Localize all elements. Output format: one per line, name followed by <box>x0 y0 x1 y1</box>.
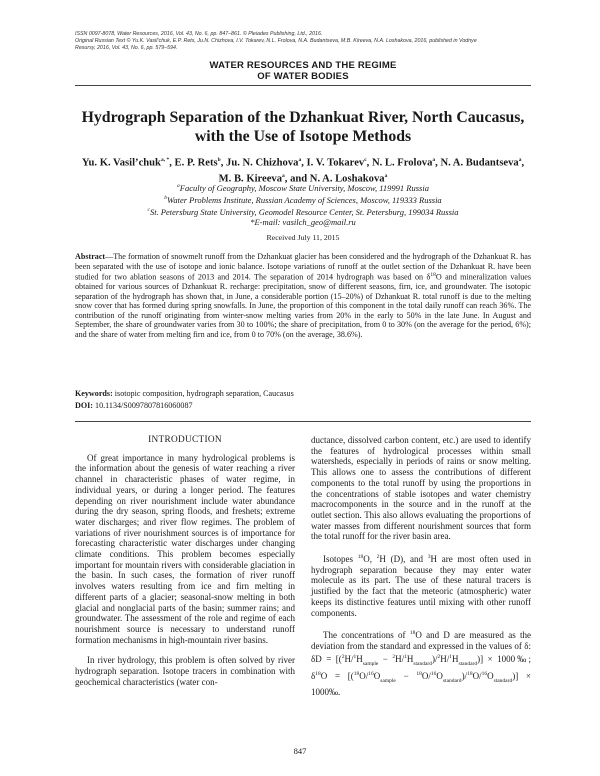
body-paragraph <box>311 628 531 697</box>
isotope-superscript: 1 <box>449 653 452 660</box>
text-run: O <box>436 671 443 682</box>
section-line: WATER RESOURCES AND THE REGIME <box>209 60 397 71</box>
text-run: O <box>373 671 381 682</box>
text-run: )/ <box>461 671 468 682</box>
text-run: H/ <box>440 653 450 664</box>
affiliation-mark: a <box>384 173 388 180</box>
isotope-superscript: 18 <box>357 554 364 561</box>
author-line <box>60 154 546 170</box>
citation-line: ISSN 0097-8078, Water Resources, 2016, Vol. 43, No. 6, pp. 847–861. © Pleiades Publishing, Ltd., 2016. <box>75 31 323 37</box>
title-line: Hydrograph Separation of the Dzhankuat River, North Caucasus, <box>81 109 525 126</box>
text-run: H are most often used in hydrograph separation because they may enter water molecule as its part. The use of these natural tracers is justified by the fact that the meteoric (atmospheric) water keeps its distinctive features until mixing with other runoff components. <box>311 554 531 618</box>
isotope-superscript: 1 <box>353 653 357 660</box>
formula-subscript: sample <box>362 660 379 667</box>
text-run: H <box>451 653 459 664</box>
formula-subscript: sample <box>380 677 396 684</box>
author-name: Yu. K. Vasil’chuk <box>81 157 161 169</box>
text-run: H/ <box>395 653 405 664</box>
affiliations <box>60 181 546 228</box>
formula-subscript: standard <box>442 677 462 684</box>
author-name: , E. P. Rets <box>169 157 218 169</box>
title-line: with the Use of Isotope Methods <box>194 128 412 145</box>
author-name: , Ju. N. Chizhova <box>220 157 299 169</box>
isotope-superscript: 16 <box>430 671 437 678</box>
affiliation-mark: b <box>217 157 221 163</box>
text-run: )/ <box>431 653 438 664</box>
affiliation-c <box>60 205 546 217</box>
citation-header <box>75 31 535 52</box>
text-run: O/ <box>359 671 369 682</box>
body-paragraph: Of great importance in many hydrological problems is the information about the genesis of water reaching a river channel in characteristic phases of water regime, in individual years, or during a longer period. The features depending on river nourishment include water abundance during the dry season, spring floods, and freshets; extreme water discharges; and river flow regimes. The problem of variations of river nourishment sources is of importance for forecasting characteristic water discharges under changing climate conditions. This problem becomes especially important for mountain rivers with considerable glaciation in the basin. In such cases, the formation of river runoff involves waters resulting from ice and firn melting in different parts of a glacier; seasonal-snow melting in both glacial and nonglacial parts of the basin; summer rains; and groundwater. The assessment of the role and regime of each nourishment source is necessary to understand runoff formation mechanisms in high-mountain river basins. <box>75 452 295 645</box>
isotope-superscript: 18 <box>416 671 422 678</box>
formula-subscript: standard <box>413 660 432 667</box>
affiliation-mark: a <box>177 183 180 189</box>
journal-section <box>75 60 531 82</box>
isotope-superscript: 16 <box>368 671 374 678</box>
text-run: The concentrations of <box>323 630 410 641</box>
section-divider <box>75 85 531 86</box>
section-line: OF WATER BODIES <box>257 71 349 82</box>
text-run: H/ <box>344 653 354 664</box>
text-run: H <box>356 653 363 664</box>
affiliation-mark: c <box>364 157 367 163</box>
text-run: )] × 1000‰. <box>311 671 532 697</box>
isotope-superscript: 2 <box>376 554 380 561</box>
affiliation-mark: a, * <box>160 157 170 163</box>
isotope-superscript: 3 <box>427 554 431 561</box>
abstract-text: O and mineralization values obtained for various sources of Dzhankuat R. recharge: precipitation, snow of different seasons, firn, ice, and groundwater. The isotopic separation of the hydrograph has shown that, in June, a considerable portion (15–20%) of Dzhankuat R. total runoff is due to the melting snow cover that has formed during spring snowfalls. In June, the proportion of this component in the total daily runoff can reach 36%. The contribution of the runoff originating from winter-snow melting varies from 20% in the early to 50% in the late June. In August and September, the share of groundwater varies from 30 to 100%; the share of precipitation, from 0 to 30% (on the average for the period, 6%); and the share of water from melting firn and ice, from 0 to 70% (on the average, 38.6%). <box>75 272 531 339</box>
isotope-superscript: 18 <box>467 671 473 678</box>
affiliation-text: St. Petersburg State University, Geomodel Resource Center, St. Petersburg, 199034 Russia <box>149 207 459 218</box>
formula-subscript: standard <box>458 660 478 667</box>
page-number: 847 <box>293 746 307 756</box>
body-paragraph: ductance, dissolved carbon content, etc.) are used to identify the features of hydrological processes within small watersheds, especially in periods of rains or snow melting. This allows one to assess the contributions of different components to the total runoff by using the proportions in the concentrations of stable isotopes and water chemistry macrocomponents in the source and in the runoff at the outlet section. This also allows evaluating the proportions of water masses from different nourishment sources that form the total runoff for the river basin area. <box>311 435 531 542</box>
text-run: Isotopes <box>323 554 358 565</box>
abstract-label: Abstract <box>75 252 106 261</box>
body-paragraph <box>311 552 531 618</box>
article-title <box>60 108 546 146</box>
text-run: − <box>395 671 417 682</box>
text-run: − <box>378 653 393 664</box>
doi <box>75 400 531 411</box>
author-name: , I. V. Tokarev <box>301 157 365 169</box>
text-run: O, <box>363 554 377 565</box>
affiliation-text: Water Problems Institute, Russian Academy of Sciences, Moscow, 119333 Russia <box>167 194 442 205</box>
right-column <box>311 435 531 707</box>
isotope-superscript: 18 <box>315 671 321 678</box>
affiliation-mark: a <box>282 173 285 180</box>
affiliation-mark: a <box>518 157 522 163</box>
keywords-label: Keywords: <box>75 389 113 398</box>
text-run: O/ <box>472 671 482 682</box>
author-name: , N. L. Frolova <box>366 157 433 169</box>
section-heading: INTRODUCTION <box>148 435 222 445</box>
text-run: H <box>406 653 414 664</box>
keywords-text: isotopic composition, hydrograph separation, Caucasus <box>114 389 294 398</box>
formula-subscript: standard <box>493 677 513 684</box>
text-run: )] × 1000‰; δ <box>311 653 532 682</box>
affiliation-b <box>60 193 546 205</box>
left-column <box>75 435 295 697</box>
affiliation-text: Faculty of Geography, Moscow State University, Moscow, 119991 Russia <box>179 182 429 193</box>
text-run: O/ <box>421 671 431 682</box>
isotope-superscript: 18 <box>430 272 436 278</box>
received-date: Received July 11, 2015 <box>266 233 340 242</box>
text-run: O <box>487 671 494 682</box>
author-name: M. B. Kireeva <box>218 173 283 185</box>
isotope-superscript: 18 <box>409 630 416 637</box>
isotope-superscript: 1 <box>404 653 407 660</box>
affiliation-a <box>60 181 546 193</box>
text-run: O and D are measured as the deviation from the standard and expressed in the values of δ: δD = [( <box>311 630 531 664</box>
doi-label: DOI: <box>75 401 93 410</box>
text-run: H (D), and <box>379 554 428 565</box>
isotope-superscript: 2 <box>392 653 396 660</box>
text-run: O = [( <box>320 671 354 682</box>
author-email[interactable]: *E-mail: vasilch_geo@mail.ru <box>250 217 356 228</box>
affiliation-mark: a <box>298 157 302 163</box>
doi-link[interactable]: 10.1134/S0097807816060087 <box>95 401 193 410</box>
affiliation-mark: c <box>147 207 150 214</box>
keywords <box>75 388 531 399</box>
citation-line: Resursy, 2016, Vol. 43, No. 6, pp. 579–594. <box>75 45 178 51</box>
affiliation-mark: b <box>164 195 168 202</box>
abstract <box>75 252 531 339</box>
abstract-text: —The formation of snowmelt runoff from the Dzhankuat glacier has been considered and the hydrograph of the Dzhankuat R. has been separated with the use of isotope and ionic balance. Isotope variations of runoff at the outlet section of the Dzhankuat R. have been studied for two ablation seasons of 2013 and 2014. The separation of 2014 hydrograph was based on δ <box>75 252 531 282</box>
author-name: , N. A. Budantseva <box>435 157 519 169</box>
body-paragraph: In river hydrology, this problem is often solved by river hydrograph separation. Isotope tracers in combination with geochemical characteristics (water con- <box>75 655 295 687</box>
author-separator: , <box>521 157 525 169</box>
author-name: , and N. A. Loshakova <box>284 173 385 185</box>
isotope-superscript: 18 <box>353 671 360 678</box>
citation-line: Original Russian Text © Yu.K. Vasil’chuk, E.P. Rets, Ju.N. Chizhova, I.V. Tokarev, N.L. Frolova, N.A. Budantseva, M.B. Kireeva, N.A. Loshakova, 2016, published in Vodnye <box>75 38 477 44</box>
isotope-superscript: 16 <box>481 671 488 678</box>
isotope-superscript: 2 <box>341 653 345 660</box>
affiliation-mark: a <box>432 157 436 163</box>
isotope-superscript: 2 <box>437 653 441 660</box>
abstract-divider <box>75 421 531 422</box>
